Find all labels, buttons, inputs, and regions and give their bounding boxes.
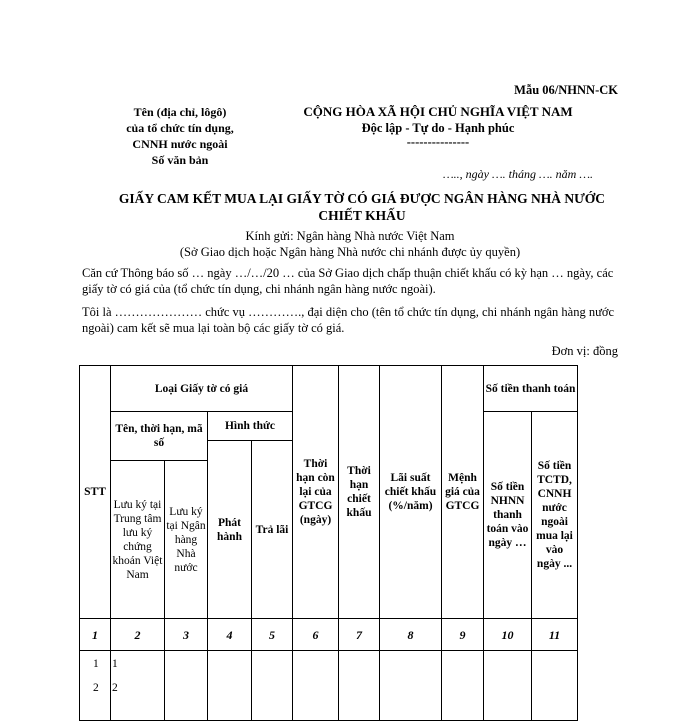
national-motto: Độc lập - Tự do - Hạnh phúc	[361, 121, 515, 135]
column-number: 11	[532, 619, 578, 651]
interest-payment-header: Trả lãi	[252, 441, 293, 619]
column-number: 1	[80, 619, 111, 651]
date-line: ….., ngày …. tháng …. năm ….	[442, 167, 593, 181]
table-cell	[484, 651, 532, 721]
vsd-depository-header: Lưu ký tại Trung tâm lưu ký chứng khoán Việt Nam	[111, 461, 165, 619]
form-code: Mẫu 06/NHNN-CK	[514, 83, 618, 97]
issuer-block	[90, 104, 270, 168]
issuer-line: Tên (địa chỉ, lôgô)	[133, 105, 227, 119]
row-number: 1	[112, 658, 118, 670]
column-number: 9	[442, 619, 484, 651]
stt-header: STT	[80, 366, 111, 619]
currency-unit: Đơn vị: đồng	[551, 344, 618, 358]
face-value-header: Mệnh giá của GTCG	[442, 366, 484, 619]
motto-underline: ---------------	[406, 135, 470, 149]
securities-table	[79, 365, 578, 721]
commitment-paragraph: Tôi là ………………… chức vụ …………., đại diện cho (tên tổ chức tín dụng, chi nhánh ngân hàng nước ngoài) cam kết sẽ mua lại toàn bộ các giấy tờ có giá.	[82, 305, 615, 335]
form-header: Hình thức	[208, 412, 293, 441]
table-cell	[380, 651, 442, 721]
stt-cell	[80, 651, 111, 721]
column-number: 10	[484, 619, 532, 651]
column-number: 5	[252, 619, 293, 651]
table-cell	[442, 651, 484, 721]
issuer-line: của tổ chức tín dụng,	[126, 121, 234, 135]
title-line: CHIẾT KHẤU	[318, 208, 406, 223]
payment-amount-header: Số tiền thanh toán	[484, 366, 578, 412]
sbv-depository-header: Lưu ký tại Ngân hàng Nhà nước	[165, 461, 208, 619]
column-number: 4	[208, 619, 252, 651]
remaining-term-header: Thời hạn còn lại của GTCG (ngày)	[293, 366, 339, 619]
column-number: 3	[165, 619, 208, 651]
depository-cell	[111, 651, 165, 721]
recipient-block	[80, 229, 620, 260]
column-number: 7	[339, 619, 380, 651]
row-number: 2	[112, 682, 118, 694]
column-number: 6	[293, 619, 339, 651]
table-cell	[165, 651, 208, 721]
column-number: 8	[380, 619, 442, 651]
column-number-row	[80, 619, 578, 651]
country-name: CỘNG HÒA XÃ HỘI CHỦ NGHĨA VIỆT NAM	[303, 104, 573, 119]
table-row	[80, 651, 578, 721]
name-term-code-header: Tên, thời hạn, mã số	[111, 412, 208, 461]
basis-paragraph: Căn cứ Thông báo số … ngày …/…/20 … của Sở Giao dịch chấp thuận chiết khấu có kỳ hạn … ngày, các giấy tờ có giá của (tổ chức tín dụng, chi nhánh ngân hàng nước ngoài).	[82, 266, 614, 296]
document-number-label: Số văn bản	[151, 153, 209, 167]
table-cell	[252, 651, 293, 721]
row-number: 1	[93, 658, 99, 670]
title-line: GIẤY CAM KẾT MUA LẠI GIẤY TỜ CÓ GIÁ ĐƯỢC NGÂN HÀNG NHÀ NƯỚC	[118, 191, 606, 206]
table-cell	[339, 651, 380, 721]
recipient-line: Kính gửi: Ngân hàng Nhà nước Việt Nam	[245, 229, 455, 243]
discount-rate-header: Lãi suất chiết khấu (%/năm)	[380, 366, 442, 619]
recipient-line: (Sở Giao dịch hoặc Ngân hàng Nhà nước chi nhánh được ủy quyền)	[179, 244, 521, 259]
table-cell	[532, 651, 578, 721]
national-header	[268, 104, 608, 148]
issuer-line: CNNH nước ngoài	[132, 137, 228, 151]
issue-header: Phát hành	[208, 441, 252, 619]
table-cell	[293, 651, 339, 721]
security-type-header: Loại Giấy tờ có giá	[111, 366, 293, 412]
document-title	[82, 190, 642, 224]
column-number: 2	[111, 619, 165, 651]
ci-repurchase-header: Số tiền TCTD, CNNH nước ngoài mua lại vào ngày ...	[532, 412, 578, 619]
table-cell	[208, 651, 252, 721]
sbv-payment-header: Số tiền NHNN thanh toán vào ngày …	[484, 412, 532, 619]
row-number: 2	[93, 682, 99, 694]
discount-term-header: Thời hạn chiết khấu	[339, 366, 380, 619]
